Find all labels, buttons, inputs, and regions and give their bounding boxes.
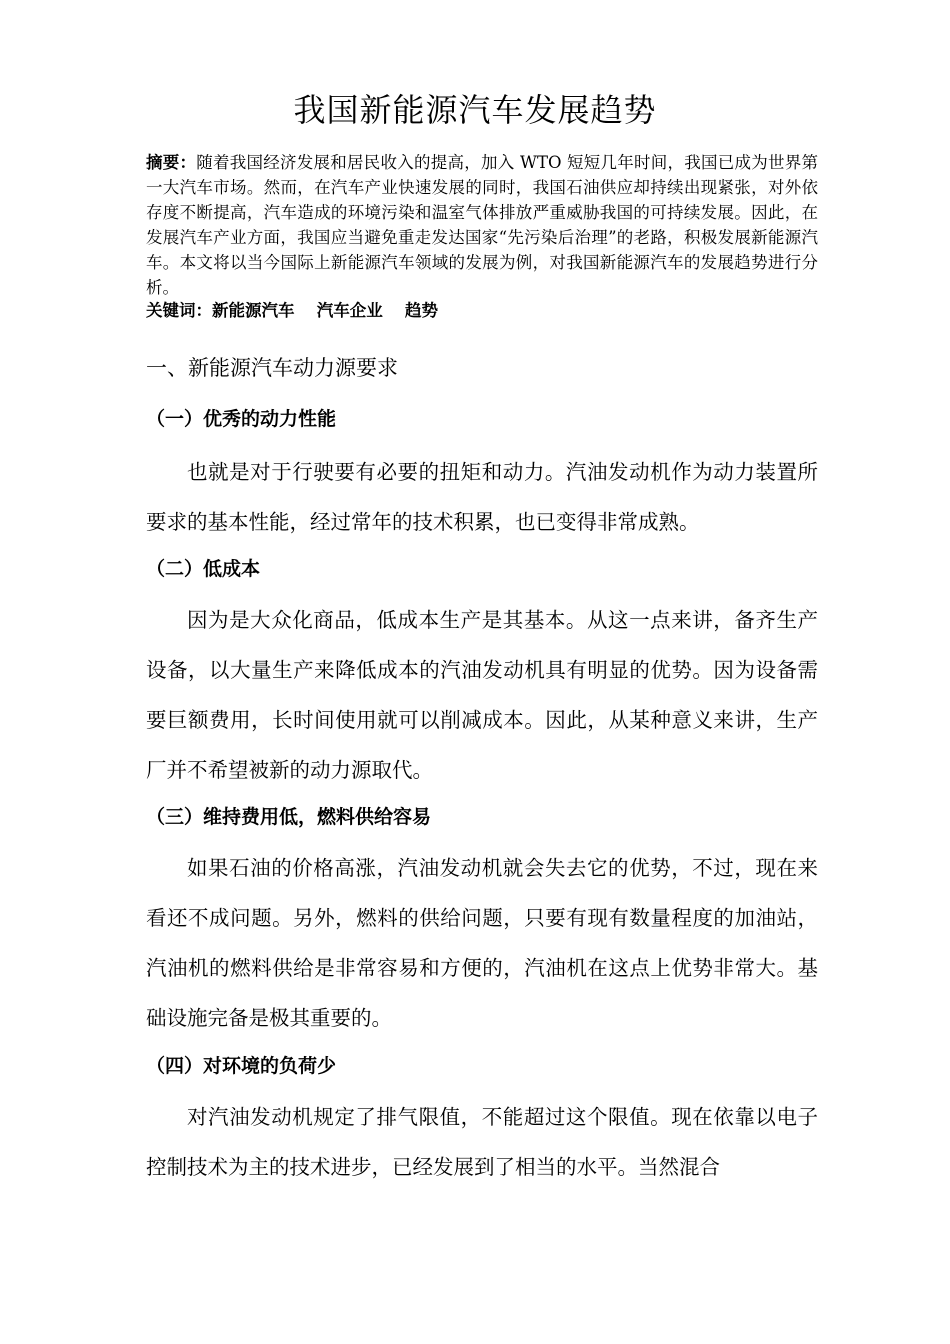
abstract [146, 150, 818, 300]
paragraph-1: 也就是对于行驶要有必要的扭矩和动力。汽油发动机作为动力装置所要求的基本性能，经过常年的技术积累，也已变得非常成熟。 [146, 460, 818, 534]
subsection-heading-4: （四）对环境的负荷少 [146, 1055, 337, 1077]
subsection-heading-1: （一）优秀的动力性能 [146, 408, 337, 430]
keywords-line: 关键词：新能源汽车 汽车企业 趋势 [146, 301, 438, 320]
subsection-heading-3: （三）维持费用低，燃料供给容易 [146, 806, 432, 828]
paragraph-4: 对汽油发动机规定了排气限值，不能超过这个限值。现在依靠以电子控制技术为主的技术进步，已经发展到了相当的水平。当然混合 [146, 1105, 818, 1179]
paragraph-3: 如果石油的价格高涨，汽油发动机就会失去它的优势，不过，现在来看还不成问题。另外，燃料的供给问题，只要有现有数量程度的加油站，汽油机的燃料供给是非常容易和方便的，汽油机在这点上优势非常大。基础设施完备是极其重要的。 [146, 856, 818, 1030]
section-heading: 一、新能源汽车动力源要求 [146, 356, 398, 380]
subsection-heading-2: （二）低成本 [146, 558, 261, 580]
abstract-text: 随着我国经济发展和居民收入的提高，加入 WTO 短短几年时间，我国已成为世界第一大汽车市场。然而，在汽车产业快速发展的同时，我国石油供应却持续出现紧张，对外依存度不断提高，汽车造成的环境污染和温室气体排放严重威胁我国的可持续发展。因此，在发展汽车产业方面，我国应当避免重走发达国家“先污染后治理”的老路，积极发展新能源汽车。本文将以当今国际上新能源汽车领域的发展为例，对我国新能源汽车的发展趋势进行分析。 [146, 153, 819, 297]
paragraph-2: 因为是大众化商品，低成本生产是其基本。从这一点来讲，备齐生产设备，以大量生产来降低成本的汽油发动机具有明显的优势。因为设备需要巨额费用，长时间使用就可以削减成本。因此，从某种意义来讲，生产厂并不希望被新的动力源取代。 [146, 608, 818, 782]
abstract-label: 摘要： [146, 153, 197, 172]
document-title: 我国新能源汽车发展趋势 [293, 91, 657, 129]
